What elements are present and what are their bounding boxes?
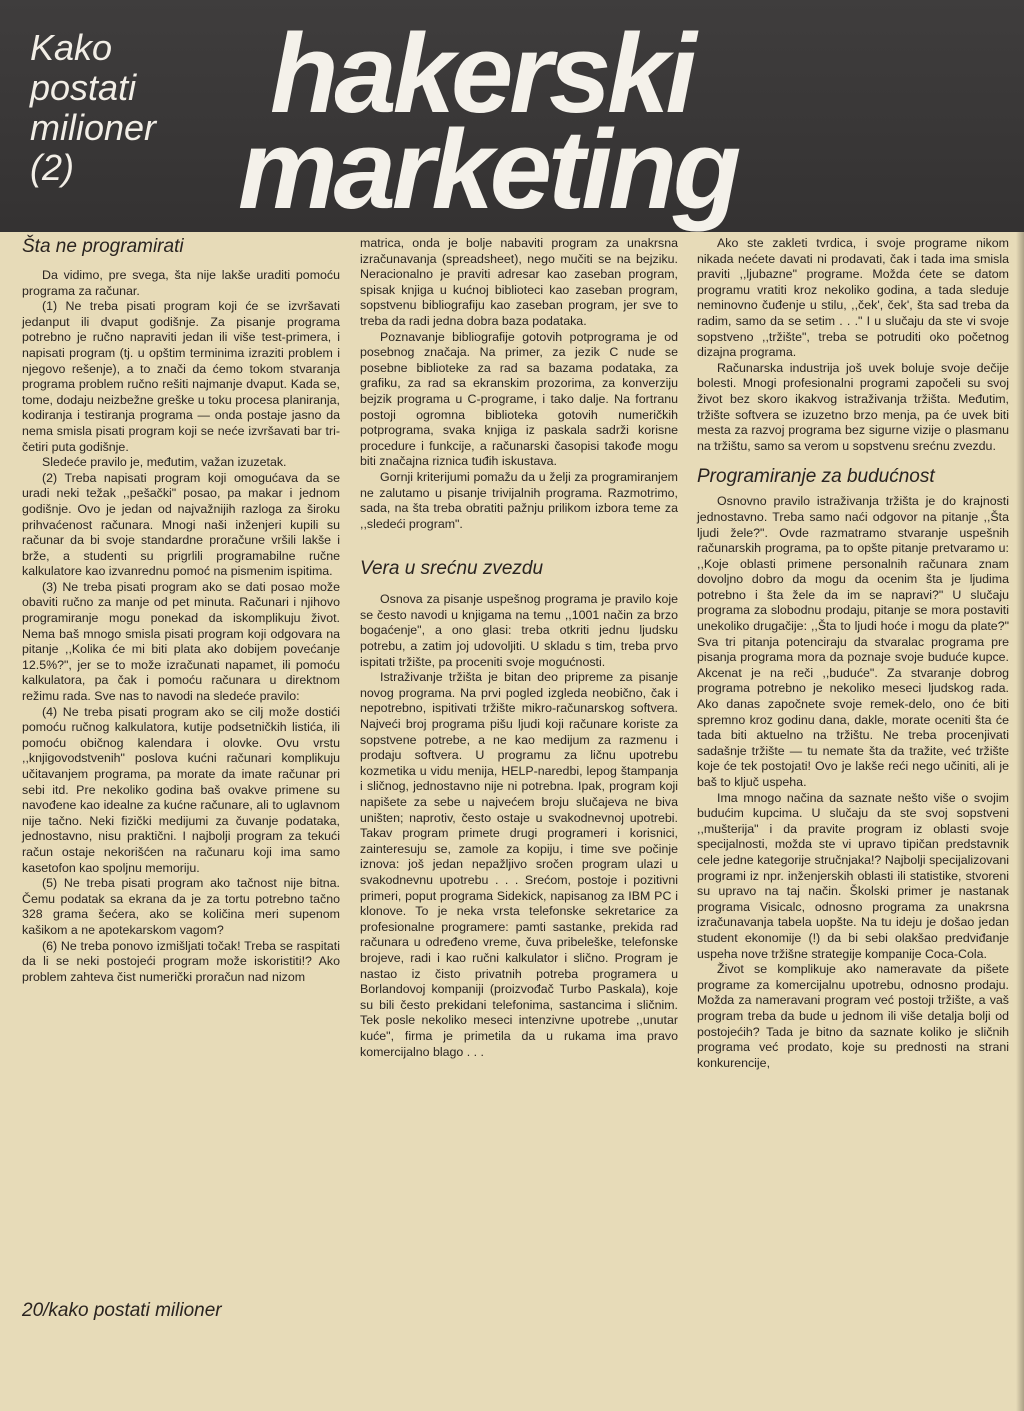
article-column-1 (22, 236, 340, 985)
paragraph: (5) Ne treba pisati program ako tačnost nije bitna. Čemu podatak sa ekrana da je za tortu potrebno tačno 328 grama šećera, ako se količina meri supenom kašikom a ne apotekarskom vagom? (22, 876, 340, 937)
paragraph: Računarska industrija još uvek boluje svoje dečije bolesti. Mnogi profesionalni programi započeli su svoj život bez skoro ikakvog istraživanja tržišta. Međutim, tržište softvera se izuzetno brzo menja, pa će uvek biti mesta za razvoj programa bez sigurne vizije o plasmanu na tržištu, samo sa verom u sopstvenu srećnu zvezdu. (697, 360, 1009, 453)
paragraph: Ima mnogo načina da saznate nešto više o svojim budućim kupcima. U slučaju da ste svoj sopstveni ,,mušterija" i da pravite program iz oblasti svoje specijalnosti, možda ste vi upravo tipičan predstavnik cele jedne kategorije stručnjaka!? Najbolji specijalizovani programi iz npr. inženjerskih oblasti ili statistike, stvoreni su upravo na taj način. Školski primer je nastanak programa Visicalc, odnosno programa za unakrsna izračunavanja tabela uopšte. Na tu ideju je došao jedan student ekonomije (!) da bi sebi olakšao predviđanje uspeha nove tržišne strategije kompanije Coca-Cola. (697, 790, 1009, 961)
headline-line-2: marketing (238, 107, 738, 232)
paragraph: (6) Ne treba ponovo izmišljati točak! Treba se raspitati da li se neki postojeći program može iskoristiti!? Ako problem zahteva čist numerički proračun nad nizom (22, 938, 340, 984)
paragraph: (3) Ne treba pisati program ako se dati posao može obaviti ručno za manje od pet minuta. Računari i njihovo programiranje mogu ponekad da iskomplikuju život. Nema baš mnogo smisla pisati program koji odgovara na pitanje ,,Kolika će mi biti plata ako dobijem povećanje 12.5%?", jer se to može izračunati napamet, ili pomoću kalkulatora, pa čak i pomoću računara u direktnom režimu rada. Sve nas to navodi na sledeće pravilo: (22, 579, 340, 704)
article-column-3 (697, 236, 1009, 1071)
headline-line-1: hakerski (270, 11, 693, 136)
kicker-line: milioner (30, 107, 157, 148)
article-column-2 (360, 236, 678, 1060)
section-heading: Vera u srećnu zvezdu (360, 558, 544, 580)
paragraph: Sledeće pravilo je, međutim, važan izuzetak. (42, 455, 287, 470)
paragraph: Život se komplikuje ako nameravate da pišete programe za komercijalnu upotrebu, odnosno prodaju. Možda za nameravani program već postoji tržište, a vaš program treba da bude u jednom ili više detalja bolji od postojećih? Tada je bitno da saznate koliko je sličnih programa već prodato, koje su prednosti na strani konkurencije, (697, 962, 1009, 1070)
paragraph: Ako ste zakleti tvrdica, i svoje programe nikom nikada nećete davati ni prodavati, čak i tada ima smisla praviti ,,ljubazne" programe. Možda ćete se datom programu vratiti kroz nekoliko godina, a tada sleduje neminovno čuđenje u stilu, ,,ček', ček', šta sad treba da radim, samo da se setim . . ." I u slučaju da ste vi svoje sopstveno ,,tržište", treba se potruditi oko početnog dizajna programa. (697, 236, 1009, 360)
kicker-line: (2) (30, 147, 74, 188)
paragraph: Osnova za pisanje uspešnog programa je pravilo koje se često navodi u knjigama na temu ,,1001 način za brzo bogaćenje", a ono glasi: treba otkriti jednu ljudsku potrebu, a zatim joj udovoljiti. U skladu s tim, treba prvo ispitati tržište, pa proceniti svoje mogućnosti. (360, 592, 678, 669)
paragraph: (4) Ne treba pisati program ako se cilj može dostići pomoću ručnog kalkulatora, kutije podsetničkih listića, ili pomoću običnog kalendara i olovke. Ovu vrstu ,,knjigovodstvenih" poslova kućni računari komplikuju učitavanjem programa, pa morate da imate računar pri sebi itd. Pre nekoliko godina baš ovakve primene su navođene kao idealne za kućne računare, ali to uglavnom nije tačno. Neki fizički medijumi za čuvanje podataka, jednostavno, nisu praktični. I najbolji program za tekući račun ostaje nekorišćen na računaru koji ima samo kasetofon kao spoljnu memoriju. (22, 704, 340, 875)
paragraph: Poznavanje bibliografije gotovih potprograma je od posebnog značaja. Na primer, za jezik C nude se posebne biblioteke za rad sa bazama podataka, za grafiku, za rad sa ekranskim prozorima, za konverziju bejzik programa u C-programe, i tako dalje. Na fortranu postoji ogromna biblioteka gotovih numeričkih potprograma, svaka knjiga iz paskala sadrži korisne procedure i funkcije, a računarski časopisi takođe mogu biti značajna riznica tuđih iskustava. (360, 329, 678, 469)
paragraph: Da vidimo, pre svega, šta nije lakše uraditi pomoću programa za računar. (22, 268, 340, 298)
paragraph: Osnovno pravilo istraživanja tržišta je do krajnosti jednostavno. Treba samo naći odgovor na pitanje ,,Šta ljudi žele?". Ovde razmatramo stvaranje uspešnih računarskih programa, pa to opšte pitanje pretvaramo u: ,,Koje oblasti primene personalnih računara znam dovoljno dobro da mogu da ocenim šta je ljudima potrebno i šta žele da im se napravi?" U slučaju programa za slobodnu prodaju, pitanje se mora postaviti unekoliko drugačije: ,,Šta to ljudi hoće i mogu da plate?" Sva tri pitanja potenciraju da stvaralac programa pre pisanja programa mora da poznaje svoje buduće kupce. Akcenat je na reči ,,buduće". Za stvaranje dobrog programa potrebno je nekoliko meseci ljudskog rada. Ako danas započnete svoje remek-delo, ono će biti spremno kroz godinu dana, dakle, morate oceniti šta će tada biti aktuelno na tržištu. Ne treba procenjivati sadašnje tržište — tu nemate šta da tražite, već tržište koje će tek postojati! Ovo je lakše reći nego učiniti, ali je baš to ključ uspeha. (697, 494, 1009, 789)
paragraph: Istraživanje tržišta je bitan deo pripreme za pisanje novog programa. Na prvi pogled izgleda neobično, čak i nepotrebno, ispitivati tržište mikro-računarskog softvera. Najveći broj programa pišu ljudi koji računare koriste za sopstvene potrebe, a ne kao medijum za razmenu i prodaju softvera. U programu za ličnu upotrebu kozmetika u vidu menija, HELP-naredbi, lepog štampanja i sličnog, jednostavno nije ni potrebna. Ipak, program koji napišete za sebe u najvećem broju slučajeva ne biva uništen; naprotiv, često ostaje u svakodnevnoj upotrebi. Takav program primete drugi programeri i korisnici, zainteresuju se, zamole za kopiju, i time sve počinje iznova: još jedan nepažljivo sročen program ulazi u svakodnevnu upotrebu . . . Srećom, postoje i pozitivni primeri, poput programa Sidekick, napisanog za IBM PC i klonove. To je neka vrsta telefonske sekretarice za profesionalne programere: pamti sastanke, prekida rad računara u određeno vreme, čuva pribeleške, telefonske brojeve, radi i kao ručni kalkulator i slično. Program je nastao iz čisto privatnih potreba programera u Borlandovoj kompaniji (proizvođač Turbo Paskala), koje su bili često prekidani telefonima, sastancima i sličnim. Tek posle nekoliko meseci intenzivne upotrebe ,,unutar kuće", firma je primetila da u rukama ima pravo komercijalno blago . . . (360, 670, 678, 1059)
paragraph: Gornji kriterijumi pomažu da u želji za programiranjem ne zalutamo u pisanje trivijalnih programa. Razmotrimo, sada, na šta treba obratiti pažnju prilikom izbora teme za ,,sledeći program". (360, 469, 678, 531)
paragraph: (1) Ne treba pisati program koji će se izvršavati jedanput ili dvaput godišnje. Za pisanje programa potrebno je ručno napraviti jedan ili više test-primera, i napisati program (tj. u opštim terminima izraziti problem i njegovo rešenje), a to znači da ćemo tokom stvaranja programa problem ručno rešiti najmanje dvaput. Kada se, tome, dodaju neizbežne greške u toku procesa planiranja, kodiranja i testiranja programa — onda postaje jasno da nema smisla pisati program koji se neće izvršavati bar tri-četiri puta godišnje. (22, 299, 340, 454)
series-kicker (30, 28, 230, 188)
section-heading: Programiranje za budućnost (697, 466, 935, 488)
page-folio: 20/kako postati milioner (22, 1300, 222, 1321)
kicker-line: Kako (30, 27, 113, 68)
page-edge-shadow (1016, 232, 1024, 1411)
title-banner (0, 0, 1024, 232)
kicker-line: postati (30, 67, 137, 108)
paragraph: matrica, onda je bolje nabaviti program za unakrsna izračunavanja (spreadsheet), nego mučiti se na bejziku. Neracionalno je praviti adresar kao zaseban program, spisak knjiga u kućnoj biblioteci kao zaseban program, sopstvenu bibliografiju kao zaseban program, jer sve to treba da radi jedna dobra baza podataka. (360, 236, 678, 328)
paragraph: (2) Treba napisati program koji omogućava da se uradi neki težak ,,pešački" posao, pa makar i jednom godišnje. Ovo je jedan od najvažnijih razloga za široku prihvaćenost računara. Mnogi naši inženjeri kupili su računar da bi svoje standardne proračune vršili lakše i brže, a studenti su prigrlili programabilne ručne kalkulatore kao izvanrednu pomoć na pismenim ispitima. (22, 470, 340, 579)
section-heading: Šta ne programirati (22, 236, 184, 257)
